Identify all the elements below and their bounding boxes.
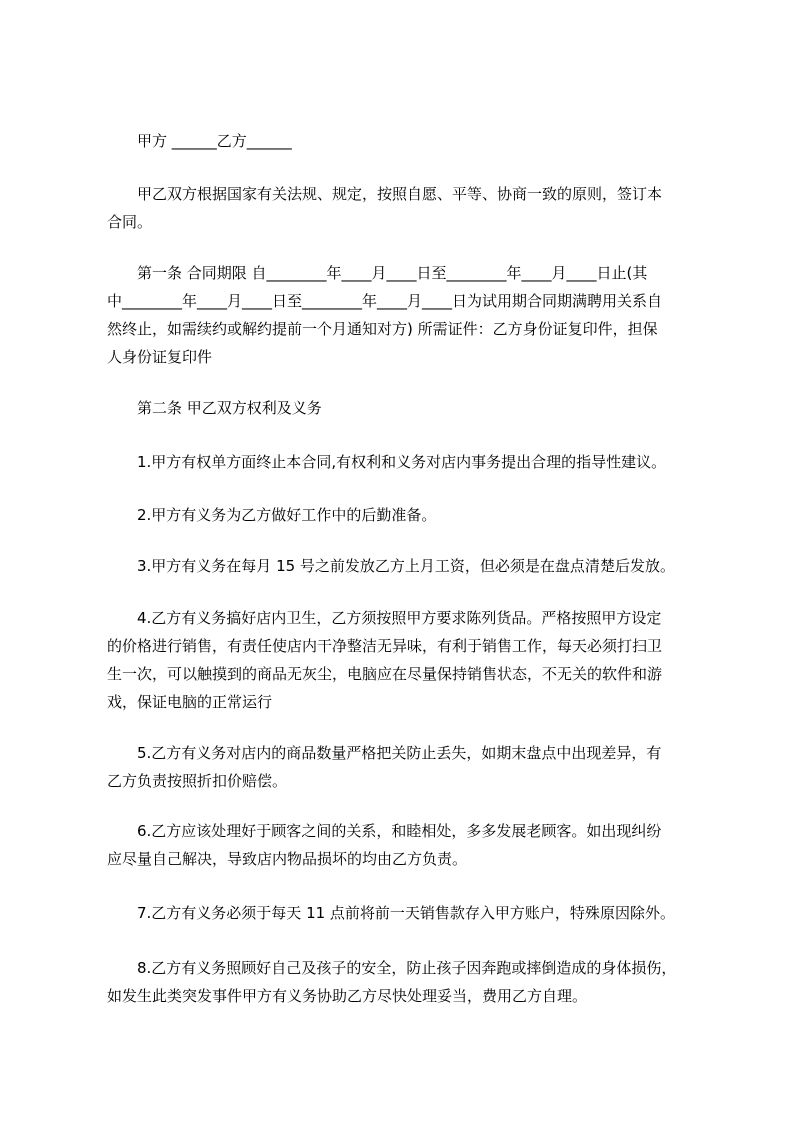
clause-6-line: 应尽量自己解决，导致店内物品损坏的均由乙方负责。	[107, 850, 468, 868]
clause-4-line: 戏，保证电脑的正常运行	[107, 693, 273, 711]
clause-4-line: 4.乙方有义务搞好店内卫生，乙方须按照甲方要求陈列货品。严格按照甲方设定	[137, 609, 662, 627]
clause-8-line: 8.乙方有义务照顾好自己及孩子的安全，防止孩子因奔跑或摔倒造成的身体损伤，	[137, 959, 677, 977]
article1-line: 中________年____月____日至________年____月____日为试用期合同期满聘用关系自	[107, 292, 663, 310]
clause-8-line: 如发生此类突发事件甲方有义务协助乙方尽快处理妥当，费用乙方自理。	[107, 987, 588, 1005]
article2-title-text: 第二条 甲乙双方权利及义务	[137, 399, 322, 417]
article1-line: 第一条 合同期限 自________年____月____日至________年____月____日止(其	[137, 264, 648, 282]
intro-paragraph	[107, 180, 705, 236]
clause-6	[107, 817, 705, 873]
parties-line	[107, 127, 705, 155]
clause-8	[107, 954, 705, 1010]
article2-title	[107, 394, 705, 422]
clause-6-line: 6.乙方应该处理好于顾客之间的关系，和睦相处，多多发展老顾客。如出现纠纷	[137, 822, 662, 840]
intro-line: 合同。	[107, 213, 153, 231]
clause-4	[107, 604, 705, 716]
clause-7-line: 7.乙方有义务必须于每天 11 点前将前一天销售款存入甲方账户，特殊原因除外。	[137, 904, 675, 922]
clause-3	[107, 552, 705, 580]
clause-5	[107, 739, 705, 795]
clause-5-line: 乙方负责按照折扣价赔偿。	[107, 772, 288, 790]
article1-paragraph	[107, 259, 705, 371]
clause-2	[107, 501, 705, 529]
clause-1	[107, 448, 705, 476]
clause-4-line: 生一次，可以触摸到的商品无灰尘，电脑应在尽量保持销售状态，不无关的软件和游	[107, 665, 663, 683]
parties-text: 甲方 ______乙方______	[137, 132, 292, 150]
intro-line: 甲乙双方根据国家有关法规、规定，按照自愿、平等、协商一致的原则，签订本	[137, 185, 663, 203]
clause-7	[107, 899, 705, 927]
clause-4-line: 的价格进行销售，有责任使店内干净整洁无异味，有利于销售工作，每天必须打扫卫	[107, 637, 663, 655]
clause-3-line: 3.甲方有义务在每月 15 号之前发放乙方上月工资，但必须是在盘点清楚后发放。	[137, 557, 675, 575]
clause-2-line: 2.甲方有义务为乙方做好工作中的后勤准备。	[137, 506, 437, 524]
article1-line: 人身份证复印件	[107, 348, 213, 366]
clause-5-line: 5.乙方有义务对店内的商品数量严格把关防止丢失，如期末盘点中出现差异，有	[137, 744, 662, 762]
clause-1-line: 1.甲方有权单方面终止本合同,有权利和义务对店内事务提出合理的指导性建议。	[137, 453, 667, 471]
article1-line: 然终止，如需续约或解约提前一个月通知对方) 所需证件：乙方身份证复印件，担保	[107, 320, 658, 338]
